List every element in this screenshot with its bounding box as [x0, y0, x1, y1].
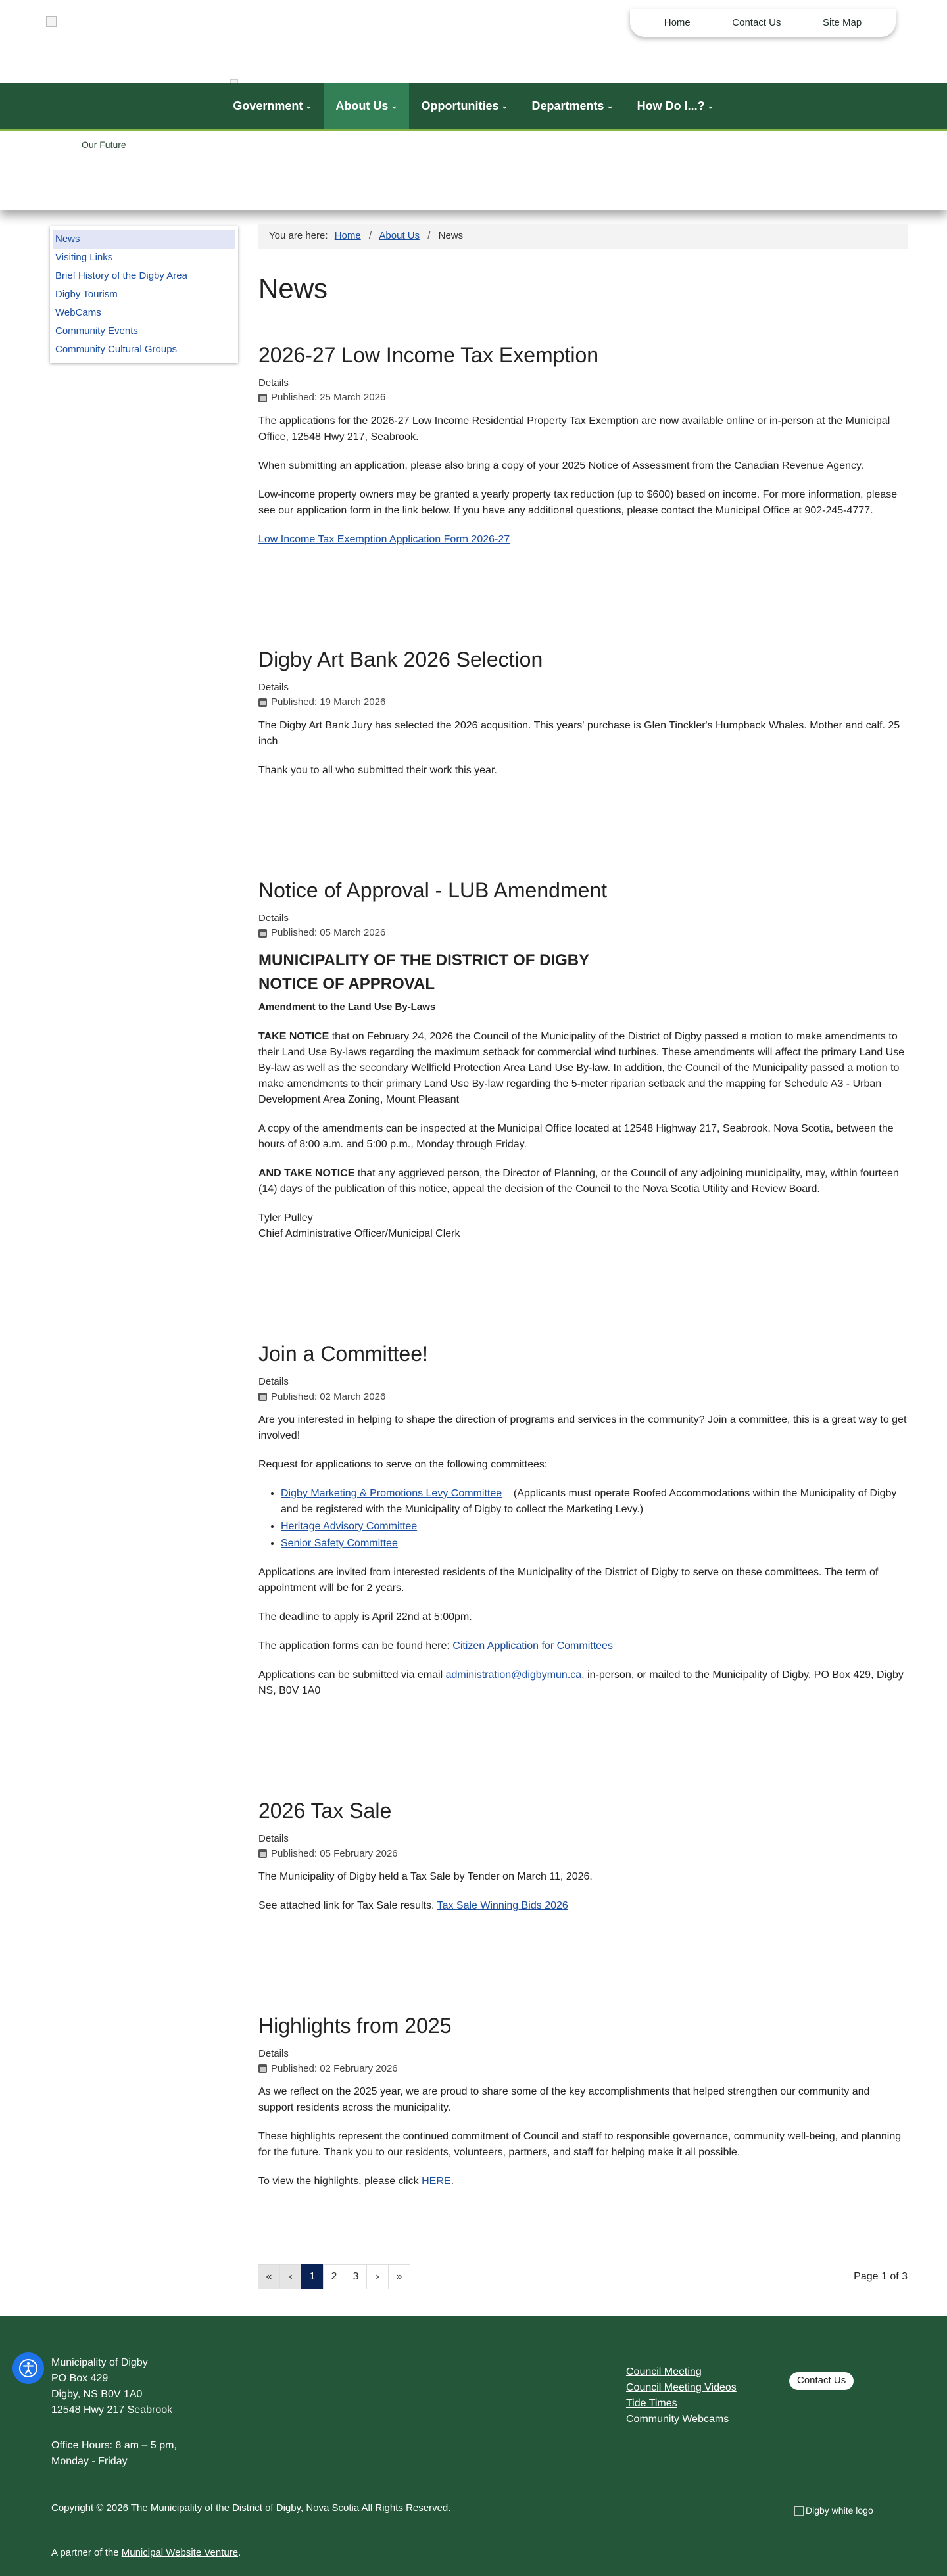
breadcrumb: [258, 224, 908, 249]
footer-hours: [51, 2438, 177, 2469]
committee-note: (Applicants must operate Roofed Accommodations within the Municipality of Digby and be registered with the Municipality of Digby to collect the Marketing Levy.): [281, 1488, 900, 1515]
article-title[interactable]: Notice of Approval - LUB Amendment: [258, 878, 608, 902]
footer-link-webcams[interactable]: Community Webcams: [626, 2414, 729, 2425]
paragraph-text: that on February 24, 2026 the Council of the Municipality of the District of Digby passed a motion to make amendments to their Land Use By-laws regarding the maximum setback for commercial wind turbines. These amendments will affect the primary Land Use By-law as well as the secondary Wellfield Protection Area Land Use By-law. In addition, the Council of the Municipality passed a motion to make amendments to their primary Land Use By-law regarding the 5-meter riparian setback and the mapping for Schedule A3 - Urban Development Area Zoning, Mount Pleasant: [258, 1031, 905, 1105]
site-tagline: Our Future: [82, 139, 126, 150]
committee-link-senior-safety[interactable]: Senior Safety Committee: [281, 1538, 398, 1549]
site-logo-image[interactable]: [46, 16, 57, 27]
main-content: [258, 210, 908, 2289]
article-paragraph: Low-income property owners may be granted a yearly property tax reduction (up to $600) based on income. For more information, please see our application form in the link below. If you have any additional questions, please contact the Municipal Office at 902-245-4777.: [258, 489, 898, 516]
email-link[interactable]: administration@digbymun.ca: [445, 1669, 582, 1681]
paragraph-text: that any aggrieved person, the Director of Planning, or the Council of any adjoining municipality, may, within fourteen (14) days of the publication of this notice, appeal the decision of the Council to the Nova Scotia Utility and Review Board.: [258, 1168, 899, 1195]
utility-link-home[interactable]: Home: [664, 16, 691, 28]
list-item: [281, 1486, 908, 1517]
article-details-label: Details: [258, 1376, 289, 1387]
breadcrumb-about[interactable]: About Us: [379, 230, 420, 241]
breadcrumb-current: News: [438, 230, 464, 241]
prev-page-button[interactable]: ‹: [279, 2264, 302, 2289]
page-button-2[interactable]: 2: [323, 2264, 345, 2289]
article-paragraph: Applications are invited from interested residents of the Municipality of the District of Digby to serve on these committees. The term of appointment will be for 2 years.: [258, 1567, 879, 1594]
page-title: News: [258, 272, 328, 304]
tax-sale-link[interactable]: Tax Sale Winning Bids 2026: [437, 1900, 568, 1911]
article-published: [258, 2062, 908, 2077]
published-date: Published: 02 March 2026: [271, 1391, 386, 1402]
published-date: Published: 25 March 2026: [271, 392, 386, 403]
calendar-icon: [258, 1849, 267, 1858]
news-article: [258, 342, 908, 548]
chevron-down-icon: ⌄: [305, 101, 312, 110]
utility-nav: [630, 9, 896, 37]
accessibility-icon: [18, 2358, 38, 2378]
article-published: [258, 391, 908, 406]
article-details-label: Details: [258, 377, 289, 389]
signature: [258, 1210, 908, 1242]
sidebar-item-brief-history[interactable]: Brief History of the Digby Area: [55, 270, 187, 281]
bold-lead: AND TAKE NOTICE: [258, 1168, 355, 1179]
next-page-button[interactable]: ›: [366, 2264, 389, 2289]
committee-link-marketing[interactable]: Digby Marketing & Promotions Levy Committee: [281, 1488, 502, 1499]
article-paragraph: Request for applications to serve on the following committees:: [258, 1459, 548, 1470]
signature-name: Tyler Pulley: [258, 1212, 313, 1224]
news-article: [258, 1341, 908, 1699]
article-details-label: Details: [258, 912, 289, 924]
published-date: Published: 19 March 2026: [271, 696, 386, 707]
nav-government[interactable]: [221, 83, 324, 129]
page-counter: Page 1 of 3: [854, 2271, 908, 2282]
site-footer: [0, 2316, 947, 2576]
utility-link-contact[interactable]: Contact Us: [732, 16, 781, 28]
paragraph-text: The application forms can be found here:: [258, 1640, 453, 1652]
footer-partner: [51, 2546, 241, 2561]
article-paragraph: A copy of the amendments can be inspected at the Municipal Office located at 12548 Highway 217, Seabrook, Nova Scotia, between the hours of 8:00 a.m. and 5:00 p.m., Monday through Friday.: [258, 1123, 894, 1150]
chevron-down-icon: ⌄: [606, 101, 614, 110]
breadcrumb-separator: /: [368, 230, 372, 241]
partner-text: .: [238, 2547, 241, 2558]
calendar-icon: [258, 1393, 267, 1401]
breadcrumb-prefix: You are here:: [269, 230, 328, 241]
news-article: [258, 1798, 908, 1914]
paragraph-text: .: [450, 2176, 454, 2187]
signature-title: Chief Administrative Officer/Municipal Clerk: [258, 1228, 460, 1239]
accessibility-button[interactable]: [12, 2352, 44, 2384]
application-form-link[interactable]: Low Income Tax Exemption Application Form 2026-27: [258, 533, 510, 545]
chevron-down-icon: ⌄: [501, 101, 508, 110]
address-line: 12548 Hwy 217 Seabrook: [51, 2404, 173, 2416]
first-page-button[interactable]: «: [258, 2264, 280, 2289]
calendar-icon: [258, 2064, 267, 2073]
calendar-icon: [258, 698, 267, 707]
footer-contact-button[interactable]: Contact Us: [789, 2372, 854, 2390]
news-article: [258, 2013, 908, 2189]
address-line: PO Box 429: [51, 2373, 109, 2384]
nav-opportunities[interactable]: [409, 83, 520, 129]
article-paragraph: These highlights represent the continued commitment of Council and staff to responsible governance, community well-being, and planning for the future. Thank you to our residents, volunteers, partners, and staff for helping make it all possible.: [258, 2131, 902, 2158]
sidebar-item-digby-tourism[interactable]: Digby Tourism: [55, 289, 118, 300]
news-article: [258, 646, 908, 778]
article-paragraph: The applications for the 2026-27 Low Income Residential Property Tax Exemption are now available online or in-person at the Municipal Office, 12548 Hwy 217, Seabrook.: [258, 415, 890, 442]
site-header: [0, 0, 947, 210]
pagination: [258, 2264, 410, 2289]
sidebar-item-webcams[interactable]: WebCams: [55, 307, 101, 318]
nav-label: Opportunities: [421, 99, 499, 112]
paragraph-text: Applications can be submitted via email: [258, 1669, 446, 1681]
calendar-icon: [258, 394, 267, 402]
sidebar-nav: [50, 226, 238, 363]
address-line: Digby, NS B0V 1A0: [51, 2389, 143, 2400]
nav-label: About Us: [335, 99, 389, 112]
nav-about-us[interactable]: [324, 83, 409, 129]
article-published: [258, 1847, 908, 1862]
chevron-down-icon: ⌄: [707, 101, 714, 110]
list-item: [281, 1519, 908, 1535]
article-published: [258, 695, 908, 710]
paragraph-text: See attached link for Tax Sale results.: [258, 1900, 437, 1911]
list-item: [281, 1536, 908, 1552]
sidebar-item-visiting-links[interactable]: Visiting Links: [55, 252, 113, 263]
nav-label: Departments: [531, 99, 604, 112]
footer-link-council-videos[interactable]: Council Meeting Videos: [626, 2382, 737, 2393]
paragraph-text: , in-person, or mailed to the Municipality of Digby, PO Box 429, Digby NS, B0V 1A0: [258, 1669, 904, 1696]
nav-how-do-i[interactable]: [625, 83, 726, 129]
citizen-application-link[interactable]: Citizen Application for Committees: [452, 1640, 613, 1652]
published-date: Published: 05 February 2026: [271, 1848, 398, 1859]
article-title[interactable]: Highlights from 2025: [258, 2014, 452, 2038]
article-paragraph: [258, 1029, 908, 1108]
broken-image-icon: [794, 2506, 804, 2516]
notice-subheading: NOTICE OF APPROVAL: [258, 974, 435, 993]
highlights-link[interactable]: HERE: [422, 2176, 451, 2187]
article-details-label: Details: [258, 2048, 289, 2059]
hours-line: Monday - Friday: [51, 2456, 128, 2467]
main-nav: [0, 83, 947, 131]
article-paragraph: [258, 1667, 908, 1699]
article-title[interactable]: 2026-27 Low Income Tax Exemption: [258, 343, 599, 367]
sidebar-item-community-events[interactable]: Community Events: [55, 325, 138, 337]
article-published: [258, 926, 908, 941]
article-paragraph: As we reflect on the 2025 year, we are proud to share some of the key accomplishments that helped strengthen our community and support residents across the municipality.: [258, 2086, 870, 2113]
page-button-3[interactable]: 3: [345, 2264, 367, 2289]
partner-text: A partner of the: [51, 2547, 122, 2558]
article-paragraph: The Digby Art Bank Jury has selected the 2026 acqusition. This years' purchase is Glen Tinckler's Humpback Whales. Mother and calf. 25 inch: [258, 719, 900, 747]
committee-list: [281, 1486, 908, 1552]
article-paragraph: [258, 1166, 908, 1197]
published-date: Published: 02 February 2026: [271, 2063, 398, 2074]
footer-address: [51, 2355, 172, 2418]
nav-departments[interactable]: [520, 83, 625, 129]
calendar-icon: [258, 929, 267, 938]
hours-line: Office Hours: 8 am – 5 pm,: [51, 2440, 177, 2451]
article-paragraph: Are you interested in helping to shape the direction of programs and services in the community? Join a committee, this is a great way to get involved!: [258, 1414, 907, 1441]
address-line: Municipality of Digby: [51, 2357, 148, 2368]
article-paragraph: When submitting an application, please also bring a copy of your 2025 Notice of Assessment from the Canadian Revenue Agency.: [258, 460, 864, 471]
paragraph-text: To view the highlights, please click: [258, 2176, 422, 2187]
footer-links: [626, 2364, 737, 2427]
nav-label: Government: [233, 99, 303, 112]
notice-topic: Amendment to the Land Use By-Laws: [258, 1001, 436, 1013]
footer-copyright: Copyright © 2026 The Municipality of the District of Digby, Nova Scotia All Rights Reserved.: [51, 2502, 451, 2514]
sidebar-item-cultural-groups[interactable]: Community Cultural Groups: [55, 344, 178, 355]
article-paragraph: The deadline to apply is April 22nd at 5:00pm.: [258, 1611, 472, 1623]
content-area: [0, 210, 947, 2289]
article-title[interactable]: Join a Committee!: [258, 1342, 428, 1366]
article-details-label: Details: [258, 681, 289, 693]
article-details-label: Details: [258, 1833, 289, 1844]
article-paragraph: The Municipality of Digby held a Tax Sale by Tender on March 11, 2026.: [258, 1871, 593, 1882]
article-title[interactable]: Digby Art Bank 2026 Selection: [258, 647, 543, 671]
footer-link-tide-times[interactable]: Tide Times: [626, 2398, 677, 2409]
article-title[interactable]: 2026 Tax Sale: [258, 1799, 392, 1823]
pagination-row: [258, 2264, 908, 2289]
chevron-down-icon: ⌄: [391, 101, 398, 110]
sidebar-item-news[interactable]: News: [53, 230, 235, 249]
footer-link-council-meeting[interactable]: Council Meeting: [626, 2366, 702, 2377]
notice-heading: MUNICIPALITY OF THE DISTRICT OF DIGBY: [258, 951, 590, 969]
last-page-button[interactable]: »: [388, 2264, 410, 2289]
footer-logo: [794, 2504, 873, 2517]
utility-link-sitemap[interactable]: Site Map: [823, 16, 862, 28]
article-paragraph: Thank you to all who submitted their work this year.: [258, 764, 497, 776]
page-button-1[interactable]: 1: [301, 2264, 324, 2289]
breadcrumb-separator: /: [427, 230, 431, 241]
logo-alt-text: Digby white logo: [806, 2505, 873, 2516]
news-article: [258, 877, 908, 1243]
article-paragraph: [258, 2174, 908, 2189]
committee-link-heritage[interactable]: Heritage Advisory Committee: [281, 1521, 418, 1532]
bold-lead: TAKE NOTICE: [258, 1031, 329, 1042]
article-published: [258, 1390, 908, 1405]
nav-label: How Do I...?: [637, 99, 705, 112]
article-paragraph: [258, 1638, 908, 1654]
breadcrumb-home[interactable]: Home: [334, 230, 361, 241]
article-paragraph: [258, 532, 908, 548]
partner-link[interactable]: Municipal Website Venture: [121, 2547, 239, 2558]
published-date: Published: 05 March 2026: [271, 927, 386, 938]
article-paragraph: [258, 1898, 908, 1914]
